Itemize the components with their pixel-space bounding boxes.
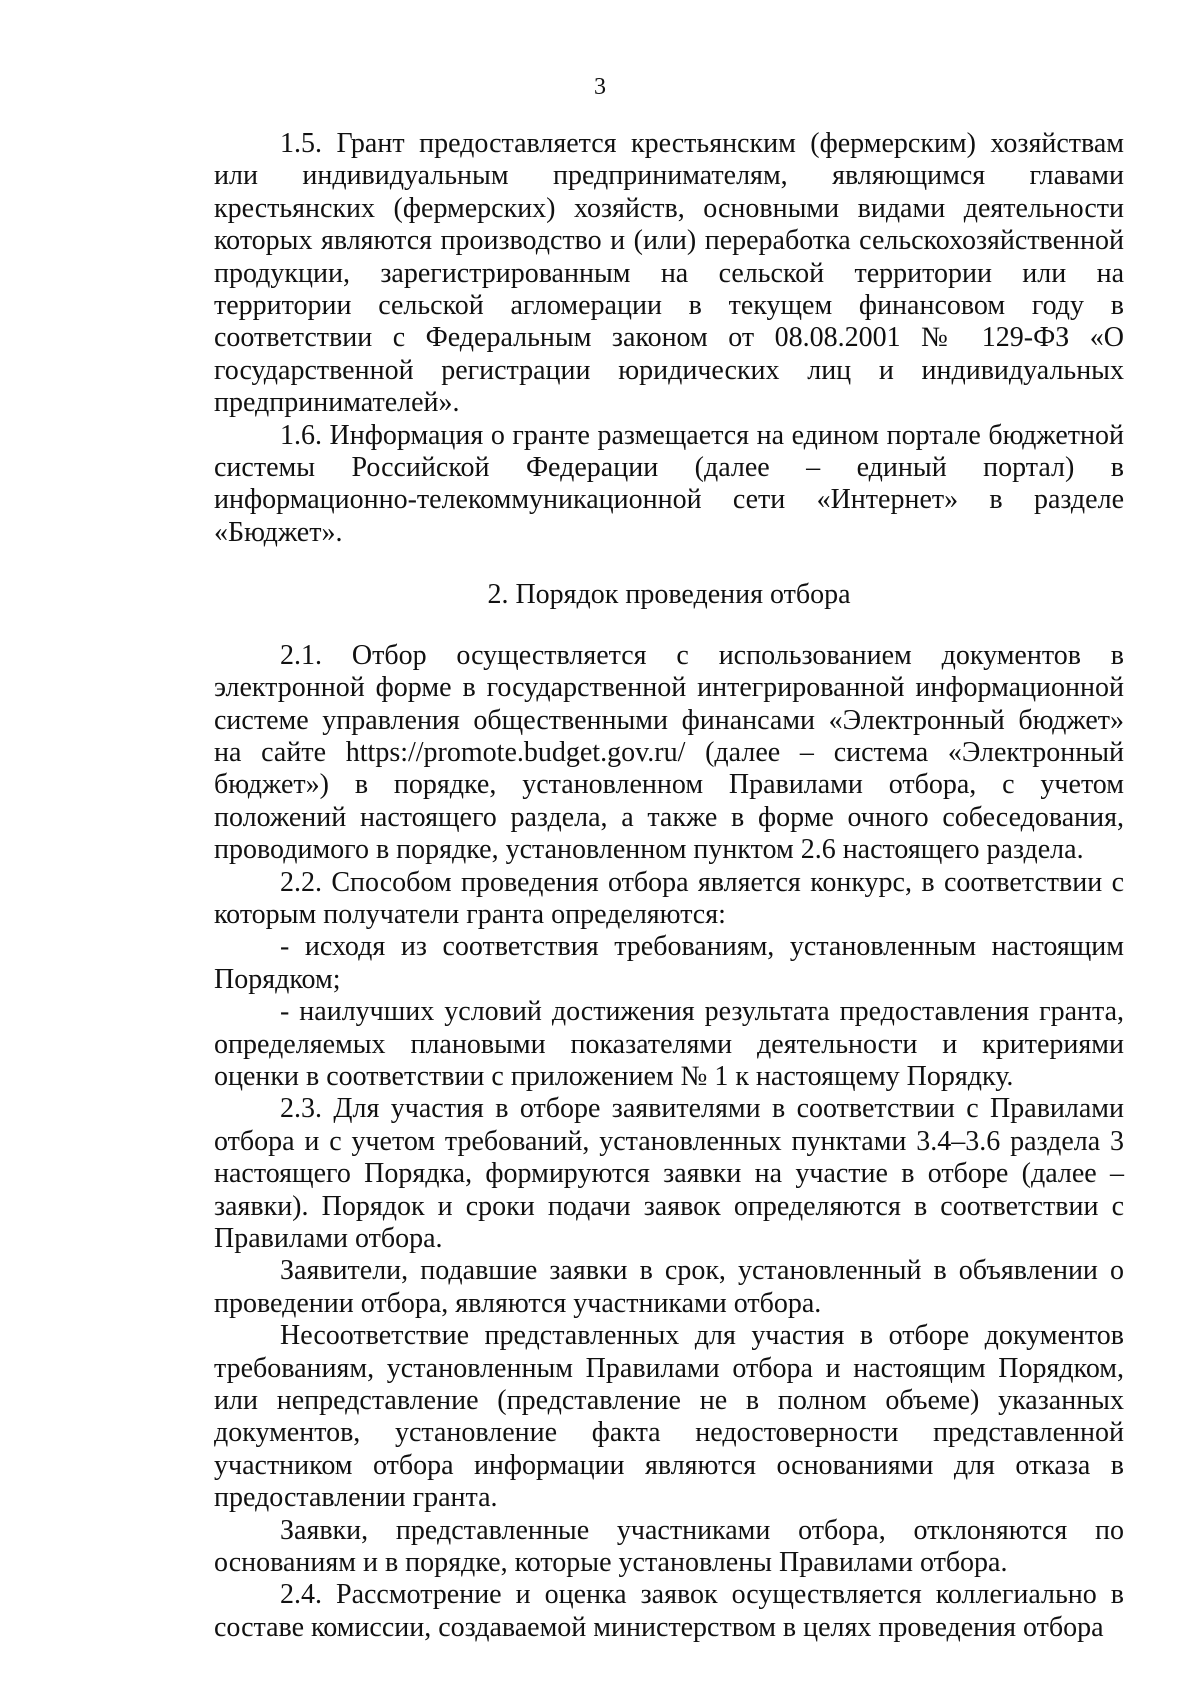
paragraph: Заявители, подавшие заявки в срок, установленный в объявлении о проведении отбора, являются участниками отбора.: [214, 1255, 1124, 1319]
list-item: - исходя из соответствия требованиям, установленным настоящим Порядком;: [214, 931, 1124, 995]
paragraph-2-2: 2.2. Способом проведения отбора является конкурс, в соответствии с которым получатели гранта определяются:: [214, 866, 1124, 930]
section-heading: 2. Порядок проведения отбора: [487, 579, 851, 611]
paragraph: Несоответствие представленных для участия в отборе документов требованиям, установленным Правилами отбора и настоящим Порядком, или непредставление (представление не в полном объеме) указанных документов, установление факта недостоверности представленной участником отбора информации являются основаниями для отказа в предоставлении гранта.: [214, 1320, 1124, 1514]
paragraph-1-6: 1.6. Информация о гранте размещается на едином портале бюджетной системы Российской Федерации (далее – единый портал) в информационно-телекоммуникационной сети «Интернет» в разделе «Бюджет».: [214, 419, 1124, 548]
page-number: 3: [594, 74, 606, 100]
paragraph: Заявки, представленные участниками отбора, отклоняются по основаниям и в порядке, которые установлены Правилами отбора.: [214, 1514, 1124, 1579]
list-item: - наилучших условий достижения результата предоставления гранта, определяемых плановыми показателями деятельности и критериями оценки в соответствии с приложением № 1 к настоящему Порядку.: [214, 996, 1124, 1092]
paragraph-1-5: 1.5. Грант предоставляется крестьянским (фермерским) хозяйствам или индивидуальным предпринимателям, являющимся главами крестьянских (фермерских) хозяйств, основными видами деятельности которых являются производство и (или) переработка сельскохозяйственной продукции, зарегистрированным на сельской территории или на территории сельской агломерации в текущем финансовом году в соответствии с Федеральным законом от 08.08.2001 № 129-ФЗ «О государственной регистрации юридических лиц и индивидуальных предпринимателей».: [214, 128, 1124, 419]
paragraph-2-1: 2.1. Отбор осуществляется с использованием документов в электронной форме в государственной интегрированной информационной системе управления общественными финансами «Электронный бюджет» на сайте https://promote.budget.gov.ru/ (далее – система «Электронный бюджет») в порядке, установленном Правилами отбора, с учетом положений настоящего раздела, а также в форме очного собеседования, проводимого в порядке, установленном пунктом 2.6 настоящего раздела.: [214, 639, 1124, 866]
paragraph-2-3: 2.3. Для участия в отборе заявителями в соответствии с Правилами отбора и с учетом требований, установленных пунктами 3.4–3.6 раздела 3 настоящего Порядка, формируются заявки на участие в отборе (далее – заявки). Порядок и сроки подачи заявок определяются в соответствии с Правилами отбора.: [214, 1093, 1124, 1254]
paragraph-2-4: 2.4. Рассмотрение и оценка заявок осуществляется коллегиально в составе комиссии, создаваемой министерством в целях проведения отбора: [214, 1579, 1124, 1643]
document-body: [214, 128, 1124, 1644]
